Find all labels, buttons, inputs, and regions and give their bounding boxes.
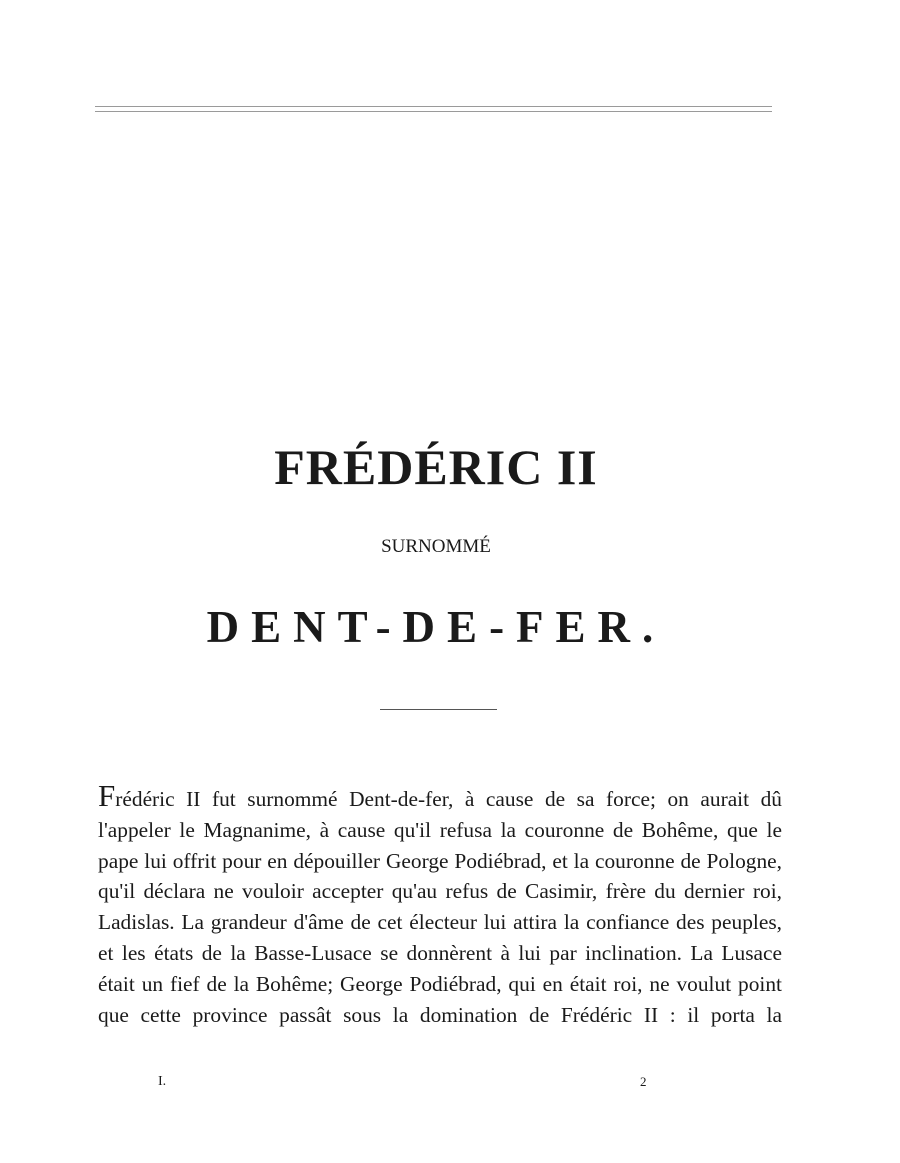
drop-letter: F <box>98 778 116 813</box>
subtitle-small: SURNOMMÉ <box>381 536 491 557</box>
signature-mark: I. <box>158 1074 167 1089</box>
body-paragraph-text: rédéric II fut surnommé Dent-de-fer, à cause de sa force; on aurait dû l'appeler le Magnanime, à cause qu'il refusa la couronne de Bohême, que le pape lui offrit pour en dépouiller George Podiébrad, et la couronne de Pologne, qu'il déclara ne vouloir accepter qu'au refus de Casimir, frère du dernier roi, Ladislas. La grandeur d'âme de cet électeur lui attira la confiance des peuples, et les états de la Basse-Lusace se donnèrent à lui par inclination. La Lusace était un fief de la Bohême; George Podiébrad, qui en était roi, ne voulut point que cette province passât sous la domination de Frédéric II : il porta la <box>98 787 782 1027</box>
page-title: FRÉDÉRIC II <box>274 439 598 495</box>
body-paragraph <box>98 778 782 1030</box>
page-marker: 2 <box>640 1074 647 1089</box>
top-double-rule <box>95 106 772 112</box>
section-divider <box>380 709 497 710</box>
subtitle-large: DENT-DE-FER. <box>206 602 666 652</box>
